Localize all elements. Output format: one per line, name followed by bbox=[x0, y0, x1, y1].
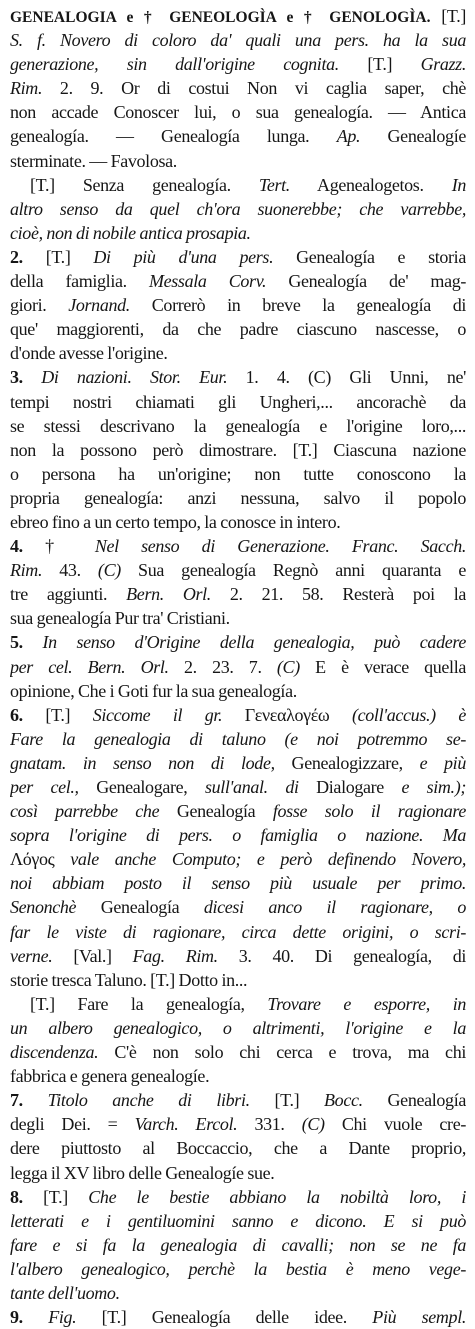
entry-line bbox=[10, 269, 466, 293]
text-run: della famiglia. bbox=[10, 271, 149, 292]
italic-text: Fig. bbox=[48, 1307, 77, 1328]
text-run: C'è non solo chi cerca e trova, ma chi bbox=[98, 1042, 466, 1063]
entry-line bbox=[10, 968, 466, 992]
italic-text: Varch. Ercol. bbox=[134, 1114, 238, 1135]
sense-number: 9. bbox=[10, 1307, 23, 1328]
text-run: Agenealogetos. bbox=[289, 174, 452, 195]
entry-line bbox=[10, 1088, 466, 1112]
entry-line bbox=[10, 534, 466, 558]
entry-line bbox=[10, 799, 466, 823]
entry-line bbox=[10, 390, 466, 414]
italic-text: Bocc. bbox=[324, 1090, 363, 1111]
italic-text: Rim. bbox=[10, 78, 43, 99]
italic-text: un albero genealogico, o altrimenti, l'origine e la bbox=[10, 1017, 466, 1038]
entry-line bbox=[10, 341, 466, 365]
entry-line bbox=[10, 149, 466, 173]
entry-line bbox=[10, 1016, 466, 1040]
text-run bbox=[23, 1090, 48, 1110]
italic-text: altro senso da quel ch'ora suonerebbe; che varrebbe, bbox=[10, 198, 466, 219]
entry-line bbox=[10, 847, 466, 871]
entry-line bbox=[10, 52, 466, 76]
entry-line bbox=[10, 124, 466, 148]
entry-line bbox=[10, 558, 466, 582]
entry-line bbox=[10, 992, 466, 1016]
text-run: Genealogía bbox=[159, 801, 273, 822]
italic-text: Di nazioni. Stor. Eur. bbox=[41, 367, 228, 388]
italic-text: Bern. Orl. bbox=[126, 584, 211, 605]
entry-line bbox=[10, 245, 466, 269]
italic-text: Tert. bbox=[258, 174, 290, 195]
text-run: sua genealogía Pur tra' Cristiani. bbox=[10, 608, 230, 629]
sense-number: 7. bbox=[10, 1090, 23, 1111]
entry-line bbox=[10, 1305, 466, 1329]
headword-line bbox=[10, 4, 466, 28]
text-run: propria genealogía: anzi nessuna, salvo il popolo bbox=[10, 487, 466, 508]
italic-text: Jornand. bbox=[68, 295, 130, 316]
italic-text: fare e si fa la genealogia di cavalli; non se ne fa bbox=[10, 1234, 466, 1255]
entry-line bbox=[10, 1112, 466, 1136]
text-run: [T.] bbox=[22, 1186, 89, 1207]
entry-line bbox=[10, 293, 466, 317]
text-run: d'onde avesse l'origine. bbox=[10, 343, 168, 364]
text-run: Chi vuole cre- bbox=[324, 1114, 466, 1135]
italic-text: discendenza. bbox=[10, 1042, 99, 1063]
italic-text: (C) bbox=[276, 656, 300, 677]
italic-text: (C) bbox=[97, 560, 121, 581]
headword-tag: [T.] bbox=[441, 6, 466, 26]
sense-number: 5. bbox=[10, 632, 23, 653]
italic-text: dicesi anco il ragionare, o bbox=[203, 897, 466, 918]
italic-text: vale anche Computo; e però definendo Novero, bbox=[70, 849, 466, 870]
sense-number: 8. bbox=[10, 1186, 23, 1207]
sense-number: 3. bbox=[10, 367, 23, 388]
italic-text: gnatam. in senso non di lode, bbox=[10, 752, 275, 773]
italic-text: così parrebbe che bbox=[10, 801, 160, 822]
italic-text: tante dell'uomo. bbox=[10, 1282, 120, 1303]
text-run: ebreo fino a un certo tempo, la conosce in intero. bbox=[10, 511, 341, 532]
text-run: † bbox=[22, 536, 95, 557]
entry-line bbox=[10, 1185, 466, 1209]
text-run: tre aggiunti. bbox=[10, 584, 127, 605]
italic-text: e più bbox=[419, 752, 466, 773]
entry-line bbox=[10, 944, 466, 968]
entry-line bbox=[10, 197, 466, 221]
entry-line bbox=[10, 1161, 466, 1185]
text-run: sterminate. — Favolosa. bbox=[10, 150, 177, 171]
entry-line bbox=[10, 582, 466, 606]
entry-line bbox=[10, 920, 466, 944]
text-run: [T.] bbox=[22, 246, 94, 267]
text-run: Sua genealogía Regnò anni quaranta e bbox=[120, 560, 466, 581]
italic-text: verne. bbox=[10, 945, 53, 966]
entry-line bbox=[10, 655, 466, 679]
entry-line bbox=[10, 751, 466, 775]
text-run: [T.] bbox=[22, 704, 93, 725]
entry-line bbox=[10, 1281, 466, 1305]
entry-line bbox=[10, 775, 466, 799]
text-run: Correrò in breve la genealogía di bbox=[129, 295, 466, 316]
entry-line bbox=[10, 630, 466, 654]
text-run bbox=[23, 367, 41, 387]
text-run bbox=[23, 632, 43, 652]
italic-text: Ap. bbox=[336, 126, 361, 147]
italic-text: Trovare e esporre, in bbox=[267, 993, 466, 1014]
italic-text: generazione, sin dall'origine cognita. bbox=[10, 54, 339, 75]
text-run: Genealogía bbox=[362, 1090, 466, 1111]
italic-text: Più sempl. bbox=[372, 1307, 466, 1328]
entry-line bbox=[10, 100, 466, 124]
text-run: 1. 4. (C) Gli Unni, ne' bbox=[227, 367, 466, 388]
text-run: fabbrica e genera genealogíe. bbox=[10, 1066, 210, 1087]
entry-line bbox=[10, 510, 466, 534]
italic-text: Siccome il gr. bbox=[92, 704, 223, 725]
entry-line bbox=[10, 365, 466, 389]
entry-line bbox=[10, 1136, 466, 1160]
italic-text: Titolo anche di libri. bbox=[47, 1090, 250, 1111]
italic-text: fosse solo il ragionare bbox=[272, 801, 466, 822]
italic-text: Nel senso di Generazione. Franc. Sacch. bbox=[94, 536, 466, 557]
text-run: tempi nostri chiamati gli Ungheri,... ancorachè da bbox=[10, 391, 466, 412]
italic-text: Di più d'una pers. bbox=[93, 246, 274, 267]
italic-text: l'albero genealogico, perchè la bestia è meno vege- bbox=[10, 1258, 466, 1279]
text-run: genealogía. — Genealogía lunga. bbox=[10, 126, 337, 147]
entry-line bbox=[10, 221, 466, 245]
text-run: Genealogizzare, bbox=[274, 752, 420, 773]
text-run: 2. 23. 7. bbox=[168, 656, 277, 677]
entry-line bbox=[10, 1233, 466, 1257]
text-run: [T.] Fare la genealogía, bbox=[30, 993, 268, 1014]
entry-line bbox=[10, 727, 466, 751]
text-run: dere piuttosto al Boccaccio, che a Dante proprio, bbox=[10, 1138, 466, 1159]
text-run: [Val.] bbox=[52, 945, 133, 966]
text-run: Genealogía bbox=[76, 897, 204, 918]
italic-text: Messala Corv. bbox=[148, 271, 267, 292]
entry-line bbox=[10, 438, 466, 462]
text-run: [T.] bbox=[338, 54, 421, 75]
text-run: 43. bbox=[42, 560, 98, 581]
headword: GENEALOGIA e † GENEOLOGÌA e † GENOLOGÌA. bbox=[10, 9, 431, 26]
italic-text: Rim. bbox=[10, 560, 43, 581]
entry-line bbox=[10, 173, 466, 197]
entry-line bbox=[10, 28, 466, 52]
text-run: [T.] bbox=[249, 1090, 325, 1111]
italic-text: In senso d'Origine della genealogia, può cadere bbox=[42, 632, 466, 653]
entry-line bbox=[10, 414, 466, 438]
entry-line bbox=[10, 895, 466, 919]
entry-line bbox=[10, 606, 466, 630]
italic-text: (coll'accus.) bbox=[352, 704, 436, 725]
text-run bbox=[436, 705, 459, 725]
entry-line bbox=[10, 462, 466, 486]
entry-line bbox=[10, 871, 466, 895]
italic-text: Che le bestie abbiano la nobiltà loro, i bbox=[88, 1186, 466, 1207]
italic-text: Senonchè bbox=[10, 897, 77, 918]
italic-text: letterati e i gentiluomini sanno e dicono. E si può bbox=[10, 1210, 466, 1231]
text-run: se stessi descrivano la genealogía e l'origine loro,... bbox=[10, 415, 466, 436]
italic-text: In bbox=[451, 174, 466, 195]
text-run: non accade Conoscer lui, o sua genealogía. — Antica bbox=[10, 102, 466, 123]
text-run: [T.] Senza genealogía. bbox=[30, 174, 259, 195]
italic-text: è bbox=[458, 704, 466, 725]
entry-line bbox=[10, 1064, 466, 1088]
text-run: Λόγος bbox=[10, 849, 71, 870]
italic-text: Fag. Rim. bbox=[132, 945, 218, 966]
text-run: storie tresca Taluno. [T.] Dotto in... bbox=[10, 969, 248, 990]
text-run: [T.] Genealogía delle idee. bbox=[76, 1307, 373, 1328]
text-run: E è verace quella bbox=[299, 656, 466, 677]
italic-text: noi abbiam posto il senso più usuale per primo. bbox=[10, 873, 466, 894]
italic-text: far le viste di ragionare, circa dette origini, o scri- bbox=[10, 921, 466, 942]
text-run bbox=[23, 1307, 48, 1327]
italic-text: per cel. Bern. Orl. bbox=[10, 656, 169, 677]
entry-line bbox=[10, 703, 466, 727]
text-run: que' maggiorenti, da che padre ciascuno nascesse, o bbox=[10, 319, 466, 340]
text-run: Γενεαλογέω bbox=[222, 704, 352, 725]
text-run: Genealogíe bbox=[360, 126, 466, 147]
sense-number: 4. bbox=[10, 536, 23, 557]
entry-line bbox=[10, 76, 466, 100]
text-run: Genealogía de' mag- bbox=[266, 271, 466, 292]
text-run: 2. 21. 58. Resterà poi la bbox=[210, 584, 466, 605]
italic-text: S. f. Novero di coloro da' quali una pers. ha la sua bbox=[10, 30, 466, 51]
text-run: 2. 9. Or di costui Non vi caglia saper, chè bbox=[42, 78, 466, 99]
sense-number: 2. bbox=[10, 246, 23, 267]
text-run: opinione, Che i Goti fur la sua genealogía. bbox=[10, 680, 297, 701]
italic-text: (C) bbox=[301, 1114, 325, 1135]
entry-line bbox=[10, 1257, 466, 1281]
italic-text: Grazz. bbox=[420, 54, 466, 75]
entry-line bbox=[10, 1040, 466, 1064]
italic-text: e sim.); bbox=[401, 777, 466, 797]
text-run: Genealogare, bbox=[78, 777, 205, 797]
italic-text: per cel., bbox=[10, 777, 79, 797]
italic-text: Fare la genealogia di taluno (e noi potremmo se- bbox=[10, 728, 466, 749]
text-run: giori. bbox=[10, 295, 69, 316]
entry-body bbox=[10, 28, 466, 1329]
entry-line bbox=[10, 486, 466, 510]
text-run: 331. bbox=[237, 1114, 302, 1135]
text-run: degli Dei. = bbox=[10, 1114, 135, 1135]
entry-line bbox=[10, 823, 466, 847]
text-run: o persona ha un'origine; non tutte conoscono la bbox=[10, 463, 466, 484]
entry-line bbox=[10, 679, 466, 703]
text-run: 3. 40. Di genealogía, di bbox=[217, 945, 466, 966]
italic-text: sull'anal. di bbox=[204, 777, 299, 797]
text-run: Genealogía e storia bbox=[273, 246, 466, 267]
sense-number: 6. bbox=[10, 704, 23, 725]
text-run: Dialogare bbox=[298, 777, 402, 797]
entry-line bbox=[10, 317, 466, 341]
italic-text: sopra l'origine di pers. o famiglia o nazione. Ma bbox=[10, 825, 466, 846]
italic-text: cioè, non di nobile antica prosapia. bbox=[10, 222, 251, 243]
text-run: non la possono però dimostrare. [T.] Ciascuna nazione bbox=[10, 439, 466, 460]
entry-line bbox=[10, 1209, 466, 1233]
text-run: legga il XV libro delle Genealogíe sue. bbox=[10, 1162, 275, 1183]
